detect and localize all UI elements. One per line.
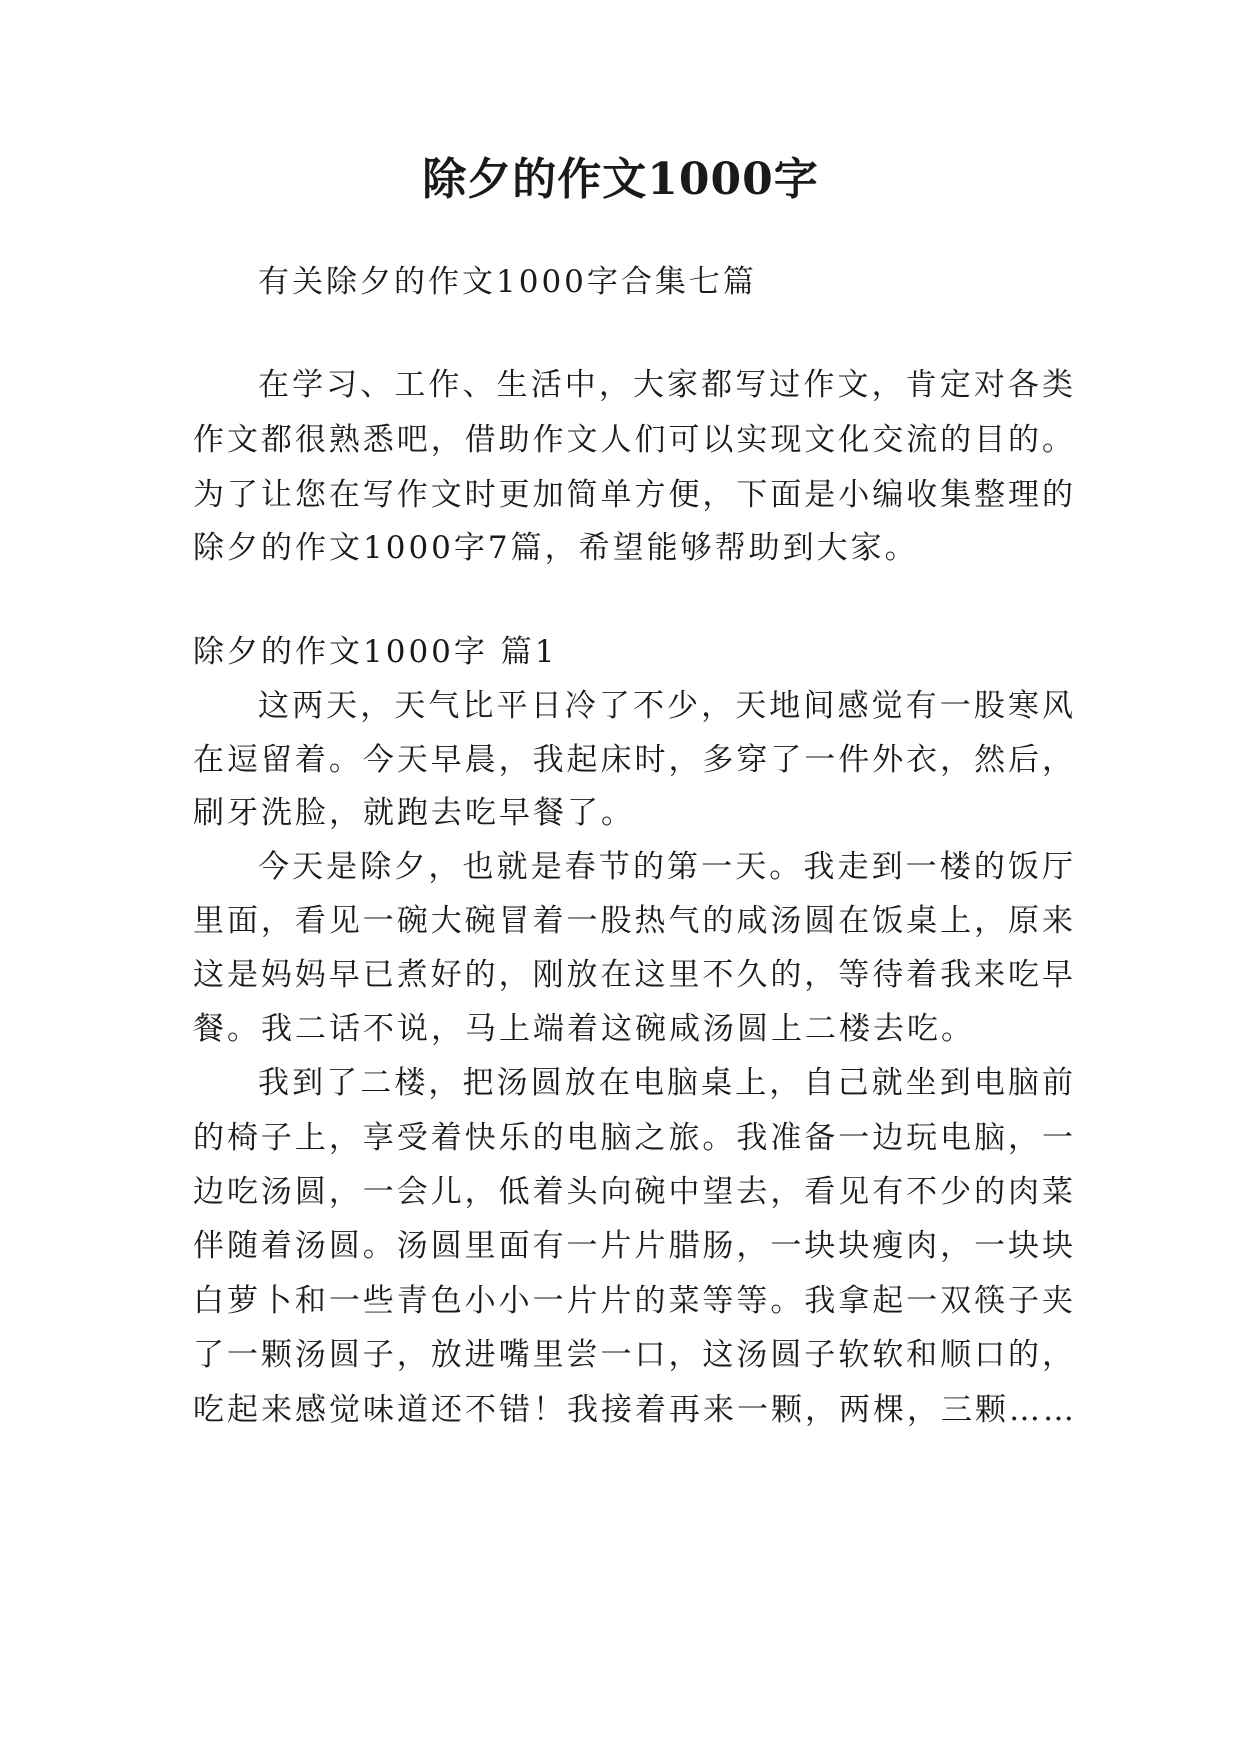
paragraph-line: 在逗留着。今天早晨，我起床时，多穿了一件外衣，然后， bbox=[193, 742, 1073, 778]
intro-line: 除夕的作文1000字7篇，希望能够帮助到大家。 bbox=[193, 530, 919, 566]
paragraph-line: 吃起来感觉味道还不错！我接着再来一颗，两棵，三颗…… bbox=[193, 1392, 1077, 1428]
paragraph-line: 这两天，天气比平日冷了不少，天地间感觉有一股寒风 bbox=[258, 688, 1073, 724]
paragraph-line: 了一颗汤圆子，放进嘴里尝一口，这汤圆子软软和顺口的， bbox=[193, 1337, 1073, 1373]
document-title: 除夕的作文1000字 bbox=[422, 154, 819, 205]
paragraph-line: 我到了二楼，把汤圆放在电脑桌上，自己就坐到电脑前 bbox=[258, 1065, 1073, 1101]
paragraph-line: 刷牙洗脸，就跑去吃早餐了。 bbox=[193, 795, 635, 831]
intro-line: 为了让您在写作文时更加简单方便，下面是小编收集整理的 bbox=[193, 477, 1073, 513]
intro-line: 作文都很熟悉吧，借助作文人们可以实现文化交流的目的。 bbox=[193, 422, 1073, 458]
paragraph-line: 边吃汤圆，一会儿，低着头向碗中望去，看见有不少的肉菜 bbox=[193, 1174, 1073, 1210]
intro-line: 在学习、工作、生活中，大家都写过作文，肯定对各类 bbox=[258, 367, 1073, 403]
document-subtitle: 有关除夕的作文1000字合集七篇 bbox=[258, 264, 757, 300]
section-heading: 除夕的作文1000字 篇1 bbox=[193, 634, 558, 670]
paragraph-line: 伴随着汤圆。汤圆里面有一片片腊肠，一块块瘦肉，一块块 bbox=[193, 1228, 1073, 1264]
paragraph-line: 餐。我二话不说，马上端着这碗咸汤圆上二楼去吃。 bbox=[193, 1011, 975, 1047]
paragraph-line: 里面，看见一碗大碗冒着一股热气的咸汤圆在饭桌上，原来 bbox=[193, 903, 1073, 939]
paragraph-line: 这是妈妈早已煮好的，刚放在这里不久的，等待着我来吃早 bbox=[193, 957, 1073, 993]
paragraph-line: 的椅子上，享受着快乐的电脑之旅。我准备一边玩电脑，一 bbox=[193, 1120, 1073, 1156]
paragraph-line: 今天是除夕，也就是春节的第一天。我走到一楼的饭厅 bbox=[258, 849, 1073, 885]
paragraph-line: 白萝卜和一些青色小小一片片的菜等等。我拿起一双筷子夹 bbox=[193, 1283, 1073, 1319]
